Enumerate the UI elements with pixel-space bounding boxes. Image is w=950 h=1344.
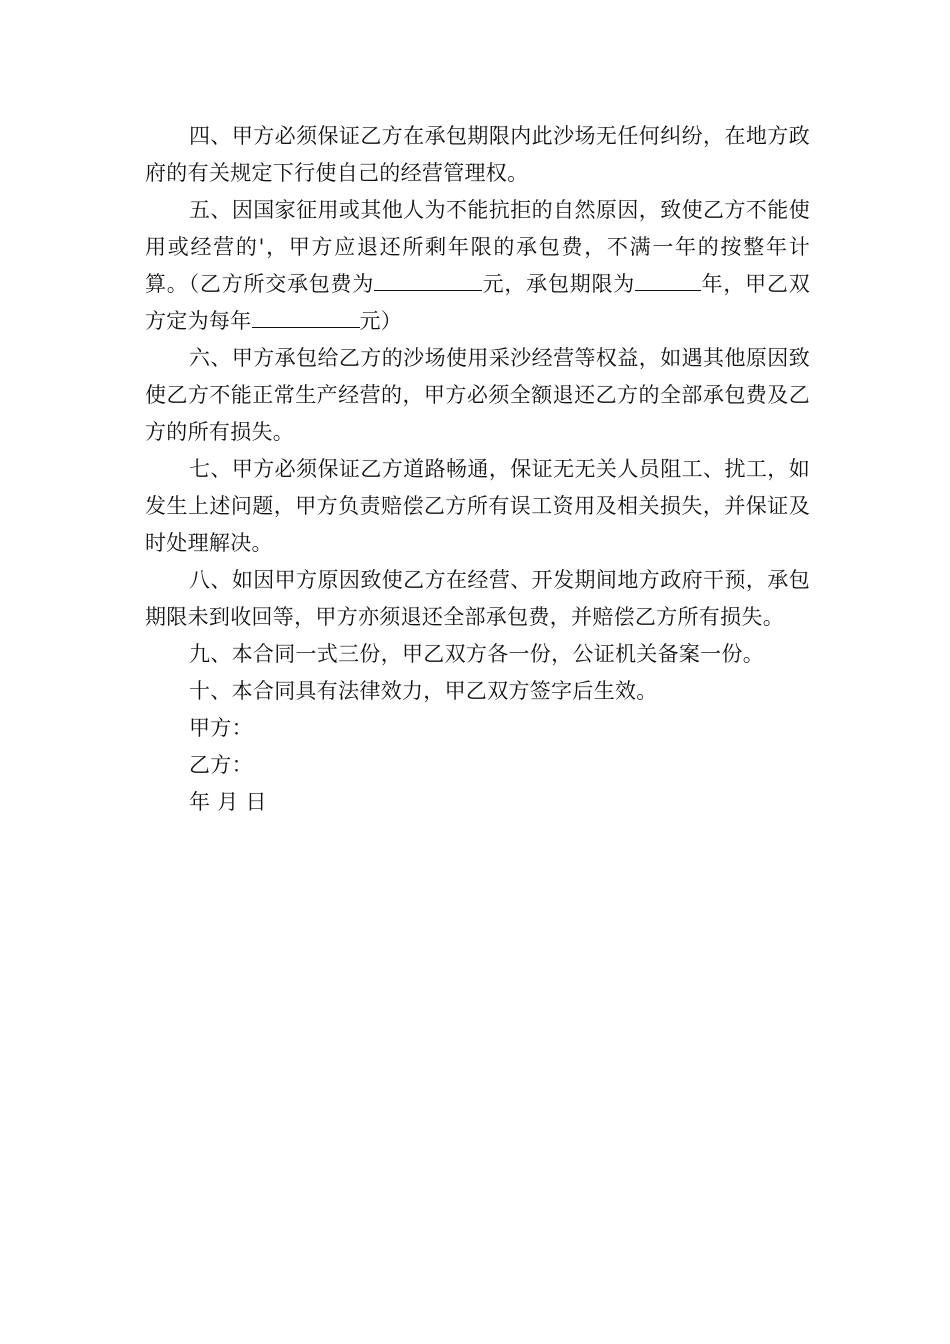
clause-5 xyxy=(145,192,810,340)
clause-5-text-a: 五、因国家征用或其他人为不能抗拒的自然原因，致使乙方不能使用或经营的'，甲方应退还所剩年限的承包费，不满一年的按整年计算。（乙方所交承包费为 xyxy=(145,198,810,296)
clause-8: 八、如因甲方原因致使乙方在经营、开发期间地方政府干预，承包期限未到收回等，甲方亦须退还全部承包费，并赔偿乙方所有损失。 xyxy=(145,568,810,629)
clause-4: 四、甲方必须保证乙方在承包期限内此沙场无任何纠纷，在地方政府的有关规定下行使自己的经营管理权。 xyxy=(145,124,810,185)
party-b-signature: 乙方： xyxy=(189,753,253,777)
clause-5-text-c: 年，甲乙双方定为每年 xyxy=(145,272,810,333)
clause-6: 六、甲方承包给乙方的沙场使用采沙经营等权益，如遇其他原因致使乙方不能正常生产经营的，甲方必须全额退还乙方的全部承包费及乙方的所有损失。 xyxy=(145,346,810,444)
term-blank[interactable] xyxy=(635,268,701,291)
clause-7: 七、甲方必须保证乙方道路畅通，保证无无关人员阻工、扰工，如发生上述问题，甲方负责赔偿乙方所有误工资用及相关损失，并保证及时处理解决。 xyxy=(145,457,810,555)
contract-body xyxy=(145,118,810,821)
clause-10: 十、本合同具有法律效力，甲乙双方签字后生效。 xyxy=(189,679,658,703)
annual-fee-blank[interactable] xyxy=(252,305,360,328)
signature-date: 年 月 日 xyxy=(189,790,267,814)
fee-blank[interactable] xyxy=(374,268,482,291)
party-a-signature: 甲方： xyxy=(189,716,253,740)
clause-9: 九、本合同一式三份，甲乙双方各一份，公证机关备案一份。 xyxy=(189,642,765,666)
clause-5-text-b: 元，承包期限为 xyxy=(482,272,636,296)
clause-5-text-d: 元） xyxy=(359,309,403,333)
